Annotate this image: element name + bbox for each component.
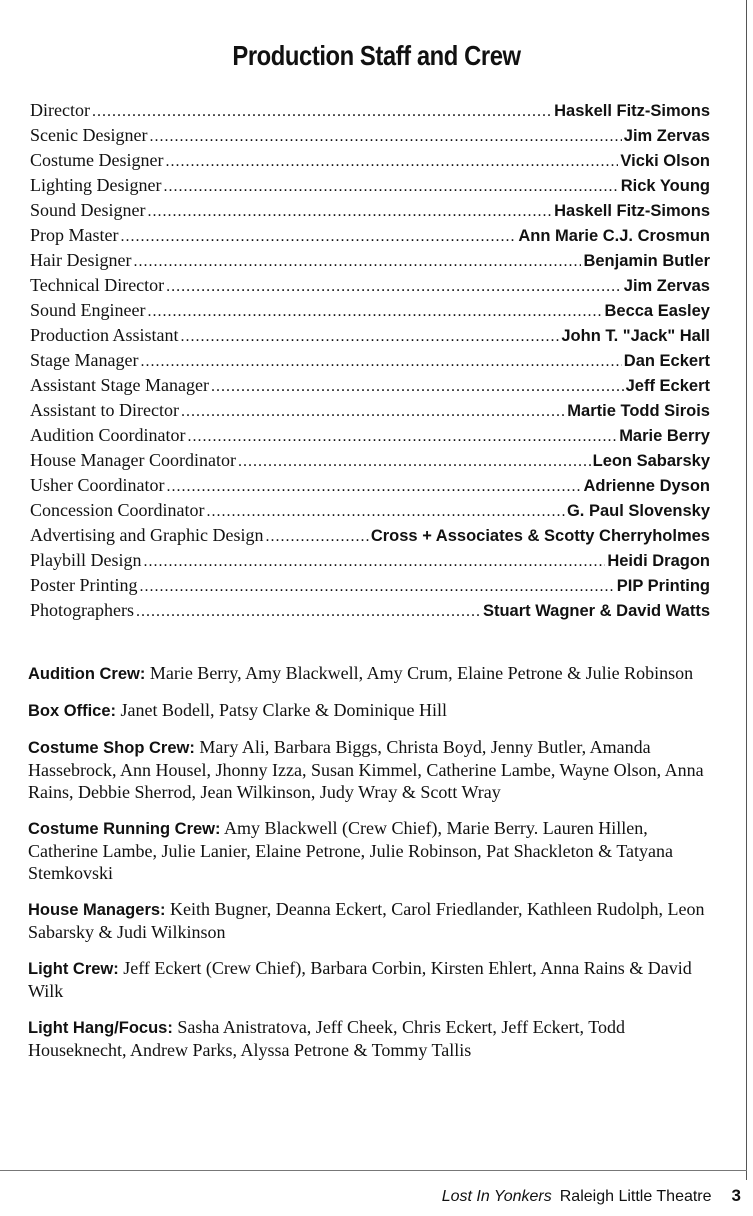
credit-name: Stuart Wagner & David Watts bbox=[482, 602, 710, 620]
dot-leader bbox=[211, 374, 624, 399]
credit-role: Sound Designer bbox=[30, 200, 146, 220]
credit-row bbox=[30, 548, 710, 573]
credit-row bbox=[30, 223, 710, 248]
crew-members: Amy Blackwell (Crew Chief), Marie Berry. Lauren Hillen, Catherine Lambe, Julie Lanier, Elaine Petrone, Julie Robinson, Pat Shackleton & Tatyana Stemkovski bbox=[28, 818, 674, 883]
credit-name: Becca Easley bbox=[604, 302, 710, 320]
credit-row bbox=[30, 598, 710, 623]
dot-leader bbox=[148, 199, 553, 224]
credit-row bbox=[30, 173, 710, 198]
credit-row bbox=[30, 248, 710, 273]
credit-row bbox=[30, 373, 710, 398]
credit-row bbox=[30, 523, 710, 548]
credit-name: Leon Sabarsky bbox=[592, 452, 710, 470]
dot-leader bbox=[265, 524, 368, 549]
credit-row bbox=[30, 473, 710, 498]
dot-leader bbox=[166, 474, 581, 499]
credit-role: Hair Designer bbox=[30, 250, 132, 270]
page-edge-line bbox=[746, 0, 747, 1180]
credit-role: Playbill Design bbox=[30, 550, 142, 570]
dot-leader bbox=[147, 299, 602, 324]
credit-name: Haskell Fitz-Simons bbox=[554, 102, 710, 120]
credit-name: Jim Zervas bbox=[623, 127, 710, 145]
crew-paragraph bbox=[28, 699, 713, 722]
footer-rule bbox=[0, 1170, 747, 1171]
credit-role: Production Assistant bbox=[30, 325, 179, 345]
credit-role: Usher Coordinator bbox=[30, 475, 165, 495]
crew-label: Box Office: bbox=[28, 702, 117, 720]
footer-show-title: Lost In Yonkers bbox=[441, 1188, 552, 1205]
credit-name: John T. "Jack" Hall bbox=[561, 327, 710, 345]
crew-paragraph bbox=[28, 957, 713, 1002]
crew-list bbox=[28, 662, 713, 1075]
credit-row bbox=[30, 273, 710, 298]
credit-name: Haskell Fitz-Simons bbox=[554, 202, 710, 220]
dot-leader bbox=[140, 574, 615, 599]
credit-row bbox=[30, 323, 710, 348]
credit-role: Stage Manager bbox=[30, 350, 139, 370]
credit-row bbox=[30, 98, 710, 123]
dot-leader bbox=[92, 99, 552, 124]
credit-role: Concession Coordinator bbox=[30, 500, 205, 520]
crew-paragraph bbox=[28, 817, 713, 884]
crew-members: Keith Bugner, Deanna Eckert, Carol Friedlander, Kathleen Rudolph, Leon Sabarsky & Judi Wilkinson bbox=[28, 899, 705, 942]
dot-leader bbox=[121, 224, 517, 249]
dot-leader bbox=[144, 549, 606, 574]
credit-row bbox=[30, 123, 710, 148]
crew-members: Jeff Eckert (Crew Chief), Barbara Corbin, Kirsten Ehlert, Anna Rains & David Wilk bbox=[28, 958, 692, 1001]
dot-leader bbox=[206, 499, 564, 524]
dot-leader bbox=[238, 449, 591, 474]
credit-name: Adrienne Dyson bbox=[583, 477, 710, 495]
credit-name: Ann Marie C.J. Crosmun bbox=[518, 227, 710, 245]
dot-leader bbox=[188, 424, 618, 449]
crew-label: Light Crew: bbox=[28, 960, 119, 978]
crew-paragraph bbox=[28, 736, 713, 803]
credit-role: Costume Designer bbox=[30, 150, 164, 170]
credit-row bbox=[30, 448, 710, 473]
credit-role: Scenic Designer bbox=[30, 125, 148, 145]
credit-name: Marie Berry bbox=[619, 427, 710, 445]
credit-role: Technical Director bbox=[30, 275, 165, 295]
credit-name: Jim Zervas bbox=[623, 277, 710, 295]
dot-leader bbox=[181, 324, 560, 349]
crew-paragraph bbox=[28, 1016, 713, 1061]
dot-leader bbox=[133, 249, 581, 274]
crew-paragraph bbox=[28, 662, 713, 685]
dot-leader bbox=[140, 349, 621, 374]
credit-row bbox=[30, 348, 710, 373]
credit-role: Photographers bbox=[30, 600, 134, 620]
crew-members: Sasha Anistratova, Jeff Cheek, Chris Eckert, Jeff Eckert, Todd Houseknecht, Andrew Parks, Alyssa Petrone & Tommy Tallis bbox=[28, 1017, 625, 1060]
credit-name: Vicki Olson bbox=[620, 152, 710, 170]
credit-role: Director bbox=[30, 100, 90, 120]
dot-leader bbox=[166, 274, 622, 299]
credit-role: Assistant to Director bbox=[30, 400, 179, 420]
credit-row bbox=[30, 398, 710, 423]
credit-name: Benjamin Butler bbox=[583, 252, 710, 270]
crew-label: Costume Running Crew: bbox=[28, 820, 221, 838]
credits-list bbox=[30, 98, 710, 623]
crew-members: Janet Bodell, Patsy Clarke & Dominique Hill bbox=[120, 700, 447, 720]
credit-name: G. Paul Slovensky bbox=[566, 502, 710, 520]
crew-label: Audition Crew: bbox=[28, 665, 146, 683]
crew-members: Marie Berry, Amy Blackwell, Amy Crum, Elaine Petrone & Julie Robinson bbox=[149, 663, 694, 683]
credit-name: Martie Todd Sirois bbox=[567, 402, 710, 420]
crew-members: Mary Ali, Barbara Biggs, Christa Boyd, Jenny Butler, Amanda Hassebrock, Ann Housel, Jhonny Izza, Susan Kimmel, Catherine Lambe, Wayne Olson, Anna Rains, Debbie Sherrod, Jean Wilkinson, Judy Wray & Scott Wray bbox=[28, 737, 704, 802]
credit-name: Dan Eckert bbox=[623, 352, 710, 370]
credit-name: Jeff Eckert bbox=[625, 377, 710, 395]
credit-name: Cross + Associates & Scotty Cherryholmes bbox=[370, 527, 710, 545]
credit-name: Heidi Dragon bbox=[607, 552, 710, 570]
credit-row bbox=[30, 498, 710, 523]
credit-name: Rick Young bbox=[620, 177, 710, 195]
dot-leader bbox=[136, 599, 481, 624]
page-title: Production Staff and Crew bbox=[232, 40, 521, 71]
credit-role: Prop Master bbox=[30, 225, 119, 245]
credit-name: PIP Printing bbox=[616, 577, 710, 595]
crew-label: House Managers: bbox=[28, 901, 166, 919]
crew-paragraph bbox=[28, 898, 713, 943]
credit-role: Lighting Designer bbox=[30, 175, 162, 195]
credit-role: Audition Coordinator bbox=[30, 425, 186, 445]
credit-role: Poster Printing bbox=[30, 575, 138, 595]
credit-role: Assistant Stage Manager bbox=[30, 375, 209, 395]
footer-theatre: Raleigh Little Theatre bbox=[559, 1188, 712, 1205]
dot-leader bbox=[163, 174, 618, 199]
dot-leader bbox=[149, 124, 621, 149]
page-footer bbox=[442, 1186, 741, 1206]
credit-row bbox=[30, 298, 710, 323]
dot-leader bbox=[181, 399, 565, 424]
credit-row bbox=[30, 198, 710, 223]
crew-label: Costume Shop Crew: bbox=[28, 739, 195, 757]
credit-role: Advertising and Graphic Design bbox=[30, 525, 264, 545]
credit-row bbox=[30, 573, 710, 598]
credit-row bbox=[30, 423, 710, 448]
credit-role: House Manager Coordinator bbox=[30, 450, 236, 470]
credit-role: Sound Engineer bbox=[30, 300, 146, 320]
page-number: 3 bbox=[731, 1186, 741, 1205]
crew-label: Light Hang/Focus: bbox=[28, 1019, 173, 1037]
dot-leader bbox=[165, 149, 618, 174]
credit-row bbox=[30, 148, 710, 173]
